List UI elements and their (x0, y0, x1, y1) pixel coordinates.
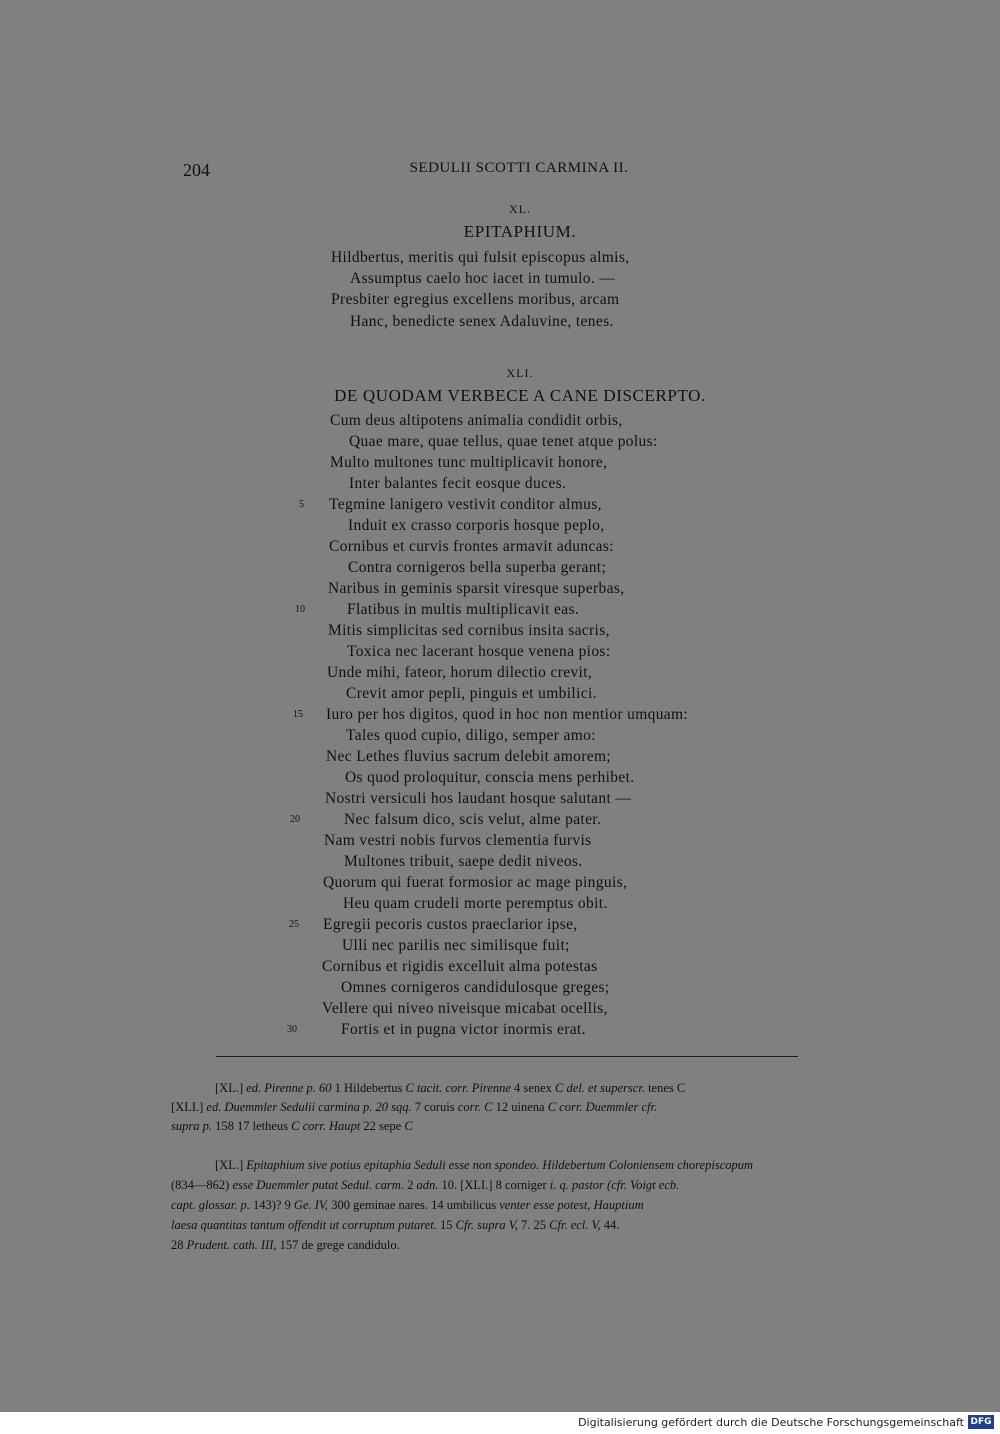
line-number: 30 (287, 1024, 297, 1035)
commentary-text: 300 geminae nares. 14 umbilicus (328, 1198, 500, 1212)
verse-line: Quae mare, quae tellus, quae tenet atque polus: (349, 433, 658, 450)
commentary-text: 44. (600, 1218, 620, 1232)
verse-line: Induit ex crasso corporis hosque peplo, (348, 517, 605, 534)
verse-line: Iuro per hos digitos, quod in hoc non mentior umquam: (326, 706, 689, 723)
running-title: SEDULII SCOTTI CARMINA II. (409, 160, 629, 176)
commentary-text: (834—862) (171, 1178, 233, 1192)
verse-line: Cum deus altipotens animalia condidit orbis, (330, 412, 623, 429)
commentary-line (171, 1238, 400, 1253)
commentary-text: Prudent. cath. III, (186, 1238, 277, 1252)
apparatus-text: C corr. Haupt (291, 1119, 361, 1133)
apparatus-text: supra p. (171, 1119, 212, 1133)
apparatus-text: ed. Pirenne p. 60 (246, 1081, 332, 1095)
commentary-text: Ge. IV, (293, 1198, 329, 1212)
verse-line: Os quod proloquitur, conscia mens perhibet. (345, 769, 635, 786)
commentary-line (171, 1198, 644, 1213)
commentary-text: 7. 25 (517, 1218, 550, 1232)
verse-line: Egregii pecoris custos praeclarior ipse, (323, 916, 578, 933)
dfg-logo-icon: DFG (968, 1415, 994, 1429)
verse-line: Naribus in geminis sparsit viresque superbas, (328, 580, 625, 597)
apparatus-text: [XLI.] (171, 1100, 207, 1114)
verse-line: Assumptus caelo hoc iacet in tumulo. — (350, 270, 616, 287)
apparatus-text: 7 coruis (411, 1100, 458, 1114)
commentary-text: 143)? 9 (249, 1198, 294, 1212)
commentary-text: adn. (416, 1178, 439, 1192)
verse-line: Cornibus et curvis frontes armavit aduncas: (329, 538, 614, 555)
verse-line: Vellere qui niveo niveisque micabat ocellis, (322, 1000, 608, 1017)
commentary-text: 157 de grege candidulo. (276, 1238, 400, 1252)
commentary-text: Cfr. supra V, (455, 1218, 518, 1232)
verse-line: Ulli nec parilis nec similisque fuit; (342, 937, 570, 954)
commentary-text: Cfr. ecl. V, (549, 1218, 601, 1232)
commentary-line (171, 1218, 619, 1233)
apparatus-text: C corr. Duemmler cfr. (547, 1100, 658, 1114)
commentary-text: i. q. pastor (cfr. Voigt ecb. (549, 1178, 680, 1192)
apparatus-text: ed. Duemmler Sedulii carmina p. 20 sqq. (206, 1100, 412, 1114)
commentary-text: 2 (403, 1178, 417, 1192)
verse-line: Multones tribuit, saepe dedit niveos. (344, 853, 583, 870)
verse-line: Unde mihi, fateor, horum dilectio crevit, (327, 664, 593, 681)
page-number: 204 (183, 160, 210, 180)
apparatus-line (171, 1100, 657, 1115)
verse-line: Hanc, benedicte senex Adaluvine, tenes. (350, 313, 614, 330)
verse-line: Crevit amor pepli, pinguis et umbilici. (346, 685, 597, 702)
commentary-text: laesa quantitas tantum offendit ut corruptum putaret. (171, 1218, 437, 1232)
verse-line: Tales quod cupio, diligo, semper amo: (346, 727, 596, 744)
apparatus-text: 1 Hildebertus (331, 1081, 406, 1095)
commentary-line (171, 1178, 679, 1193)
line-number: 10 (295, 604, 305, 615)
verse-line: Fortis et in pugna victor inormis erat. (341, 1021, 586, 1038)
funding-credit: Digitalisierung gefördert durch die Deutsche Forschungsgemeinschaft (578, 1416, 964, 1429)
verse-line: Heu quam crudeli morte peremptus obit. (343, 895, 608, 912)
apparatus-text: C (404, 1119, 413, 1133)
apparatus-text: tenes C (644, 1081, 686, 1095)
line-number: 20 (290, 814, 300, 825)
apparatus-line (215, 1081, 685, 1096)
verse-line: Flatibus in multis multiplicavit eas. (347, 601, 580, 618)
commentary-line (215, 1158, 753, 1173)
apparatus-text: [XL.] (215, 1081, 247, 1095)
verse-line: Contra cornigeros bella superba gerant; (348, 559, 607, 576)
verse-line: Mitis simplicitas sed cornibus insita sacris, (328, 622, 610, 639)
footnote-rule (216, 1056, 798, 1057)
poem-number-40: XL. (509, 202, 531, 216)
commentary-text: 15 (436, 1218, 456, 1232)
verse-line: Cornibus et rigidis excelluit alma potestas (322, 958, 598, 975)
verse-line: Quorum qui fuerat formosior ac mage pinguis, (323, 874, 628, 891)
commentary-text: 28 (171, 1238, 187, 1252)
verse-line: Toxica nec lacerant hosque venena pios: (347, 643, 611, 660)
verse-line: Omnes cornigeros candidulosque greges; (341, 979, 610, 996)
apparatus-text: C del. et superscr. (555, 1081, 645, 1095)
apparatus-text: 4 senex (510, 1081, 556, 1095)
apparatus-text: 12 uinena (492, 1100, 548, 1114)
poem-title-41: DE QUODAM VERBECE A CANE DISCERPTO. (334, 386, 706, 405)
verse-line: Nec falsum dico, scis velut, alme pater. (344, 811, 602, 828)
poem-title-40: EPITAPHIUM. (463, 222, 577, 241)
apparatus-text: 158 17 letheus (211, 1119, 292, 1133)
commentary-text: Epitaphium sive potius epitaphia Seduli esse non spondeo. Hildebertum Coloniensem chorepiscopum (246, 1158, 754, 1172)
verse-line: Multo multones tunc multiplicavit honore, (330, 454, 608, 471)
commentary-text: venter esse potest, Hauptium (499, 1198, 644, 1212)
poem-number-41: XLI. (506, 366, 534, 380)
verse-line: Hildbertus, meritis qui fulsit episcopus almis, (331, 249, 630, 266)
verse-line: Tegmine lanigero vestivit conditor almus, (329, 496, 602, 513)
verse-line: Nostri versiculi hos laudant hosque salutant — (325, 790, 632, 807)
line-number: 15 (293, 709, 303, 720)
verse-line: Nec Lethes fluvius sacrum delebit amorem; (326, 748, 612, 765)
apparatus-line (171, 1119, 413, 1134)
commentary-text: esse Duemmler putat Sedul. carm. (232, 1178, 404, 1192)
footer-bar (0, 1412, 1000, 1434)
verse-line: Inter balantes fecit eosque duces. (349, 475, 567, 492)
commentary-text: [XL.] (215, 1158, 247, 1172)
apparatus-text: C tacit. corr. Pirenne (405, 1081, 511, 1095)
verse-line: Nam vestri nobis furvos clementia furvis (324, 832, 592, 849)
line-number: 25 (289, 919, 299, 930)
commentary-text: capt. glossar. p. (171, 1198, 250, 1212)
line-number: 5 (299, 499, 304, 510)
apparatus-text: 22 sepe (360, 1119, 405, 1133)
commentary-text: 10. [XLI.] 8 corniger (438, 1178, 550, 1192)
verse-line: Presbiter egregius excellens moribus, arcam (331, 291, 620, 308)
apparatus-text: corr. C (457, 1100, 493, 1114)
